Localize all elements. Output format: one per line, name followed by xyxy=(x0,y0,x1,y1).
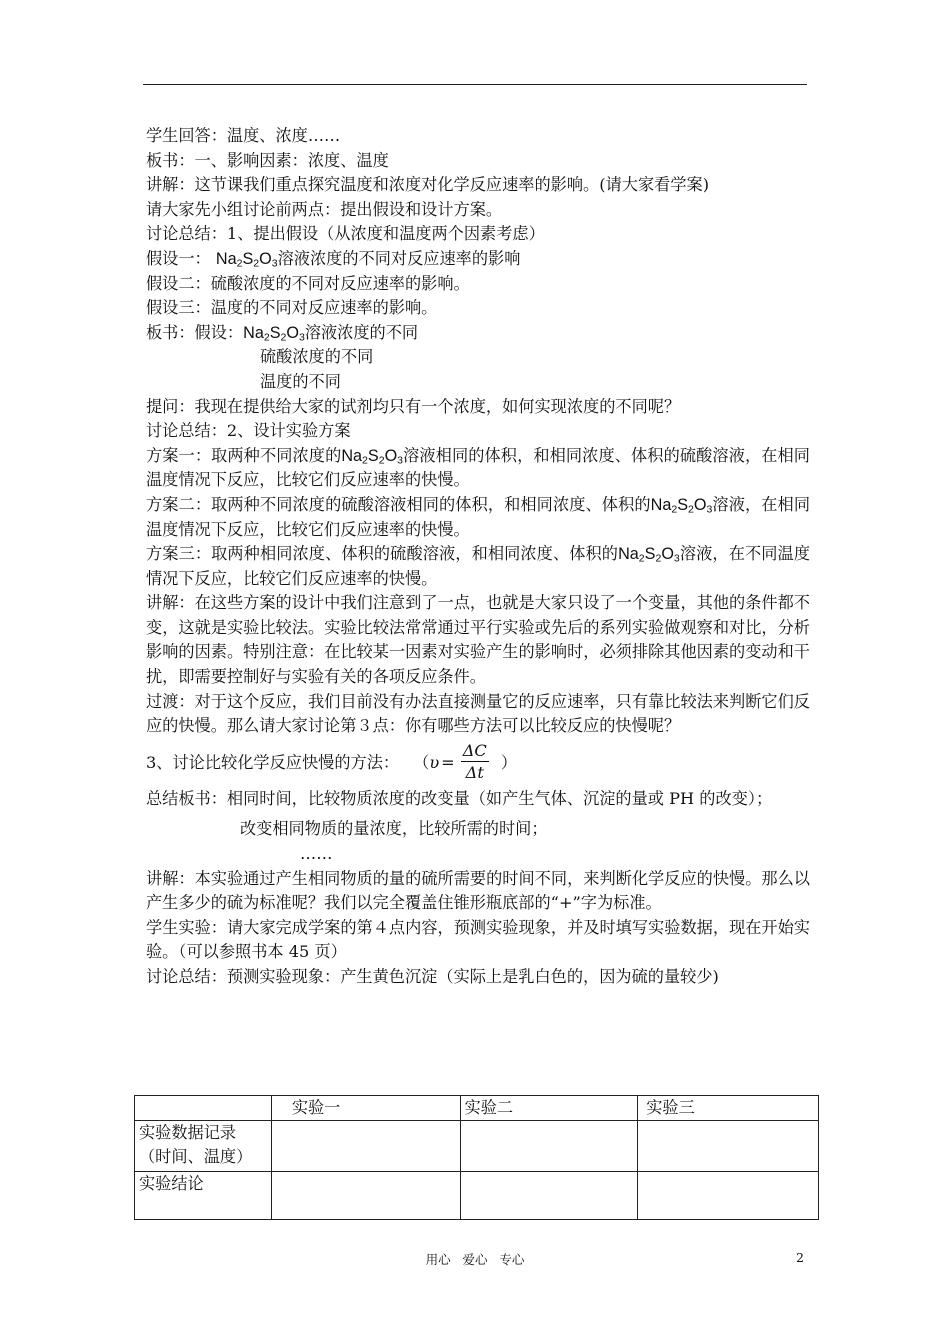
rate-fraction: $\frac{\Delta C}{\Delta t}$ xyxy=(462,741,487,783)
student-experiment: 学生实验：请大家完成学案的第４点内容，预测实验现象，并及时填写实验数据，现在开始实验。（可以参照书本 45 页） xyxy=(146,917,810,962)
question: 提问：我现在提供给大家的试剂均只有一个浓度，如何实现浓度的不同呢？ xyxy=(146,396,681,416)
formula-na2s2o3: $Na_2S_2O_3$ xyxy=(341,446,404,467)
explain-3: 讲解：本实验通过产生相同物质的量的硫所需要的时间不同，来判断化学反应的快慢。那么以产生多少的硫为标准呢？我们以完全覆盖住锥形瓶底部的“+”字为标准。 xyxy=(146,868,810,913)
line-group-discuss: 请大家先小组讨论前两点：提出假设和设计方案。 xyxy=(146,199,503,219)
table-header-exp2: 实验二 xyxy=(460,1096,638,1121)
summary-2: 讨论总结：2、设计实验方案 xyxy=(146,421,351,441)
board-summary-3: 总结板书：相同时间，比较物质浓度的改变量（如产生气体、沉淀的量或 PH 的改变）； xyxy=(146,788,773,808)
board-summary-3b: 改变相同物质的量浓度，比较所需的时间； xyxy=(240,819,548,839)
plan-3: 方案三：取两种相同浓度、体积的硫酸溶液，和相同浓度、体积的$Na_2S_2O_3$溶液，在不同温度情况下反应，比较它们反应速率的快慢。 xyxy=(146,544,811,588)
table-header-row xyxy=(135,1096,819,1121)
formula-na2s2o3: $Na_2S_2O_3$ xyxy=(243,323,305,344)
plan-1: 方案一：取两种不同浓度的$Na_2S_2O_3$溶液相同的体积，和相同浓度、体积的硫酸溶液，在相同温度情况下反应，比较它们反应速率的快慢。 xyxy=(146,445,810,490)
table-cell xyxy=(638,1121,819,1172)
transition: 过渡：对于这个反应，我们目前没有办法直接测量它的反应速率，只有靠比较法来判断它们反应的快慢。那么请大家讨论第３点：你有哪些方法可以比较反应的快慢呢？ xyxy=(146,691,810,736)
table-cell xyxy=(135,1096,272,1121)
board-hypotheses: 板书：假设：$Na_2S_2O_3$溶液浓度的不同 xyxy=(146,322,419,344)
hypothesis-1: 假设一： $Na_2S_2O_3$溶液浓度的不同对反应速率的影响 xyxy=(146,248,521,270)
line-student-answer: 学生回答：温度、浓度…… xyxy=(146,126,341,145)
footer-motto: 用心 爱心 专心 xyxy=(425,1252,525,1267)
line-board-factors: 板书：一、影响因素：浓度、温度 xyxy=(146,150,389,170)
table-cell xyxy=(460,1172,638,1220)
hypothesis-2: 假设二：硫酸浓度的不同对反应速率的影响。 xyxy=(146,273,470,293)
ellipsis: …… xyxy=(300,844,333,864)
method-line: 3、讨论比较化学反应快慢的方法： （ υ = $\frac{\Delta C}{\Delta t}$ ） xyxy=(146,741,517,783)
header-rule xyxy=(143,84,807,85)
table-cell xyxy=(271,1121,460,1172)
table-row-label-conclusion: 实验结论 xyxy=(135,1172,272,1220)
table-row-label-data: 实验数据记录 （时间、温度） xyxy=(135,1121,272,1172)
table-cell xyxy=(460,1121,638,1172)
formula-na2s2o3: $Na_2S_2O_3$ xyxy=(618,545,680,565)
document-body xyxy=(146,124,810,990)
line-summary-1: 讨论总结：1、提出假设（从浓度和温度两个因素考虑） xyxy=(146,224,545,244)
table-header-exp1: 实验一 xyxy=(271,1096,460,1121)
board-hypothesis-item-3: 温度的不同 xyxy=(260,371,341,391)
summary-3: 讨论总结：预测实验现象：产生黄色沉淀（实际上是乳白色的，因为硫的量较少) xyxy=(146,967,719,986)
table-row xyxy=(135,1121,819,1172)
board-hypothesis-item-2: 硫酸浓度的不同 xyxy=(260,347,374,367)
explain-2: 讲解：在这些方案的设计中我们注意到了一点，也就是大家只设了一个变量，其他的条件都不变，这就是实验比较法。实验比较法常常通过平行实验或先后的系列实验做观察和对比，分析影响的因素。特别注意：在比较某一因素对实验产生的影响时，必须排除其他因素的变动和干扰，即需要控制好与实验有关的各项反应条件。 xyxy=(146,593,810,687)
line-explain-1: 讲解：这节课我们重点探究温度和浓度对化学反应速率的影响。(请大家看学案) xyxy=(146,175,710,195)
formula-na2s2o3: $Na_2S_2O_3$ xyxy=(650,495,713,516)
table-row xyxy=(135,1172,819,1220)
table-header-exp3: 实验三 xyxy=(638,1096,819,1121)
table-cell xyxy=(271,1172,460,1220)
page-number: 2 xyxy=(796,1250,804,1265)
velocity-symbol: υ xyxy=(429,752,440,772)
experiment-table xyxy=(134,1095,819,1220)
hypothesis-3: 假设三：温度的不同对反应速率的影响。 xyxy=(146,298,438,318)
table-cell xyxy=(638,1172,819,1220)
formula-na2s2o3: $Na_2S_2O_3$ xyxy=(215,249,278,270)
plan-2: 方案二：取两种不同浓度的硫酸溶液相同的体积，和相同浓度、体积的$Na_2S_2O_3$溶液，在相同温度情况下反应，比较它们反应速率的快慢。 xyxy=(146,494,811,539)
